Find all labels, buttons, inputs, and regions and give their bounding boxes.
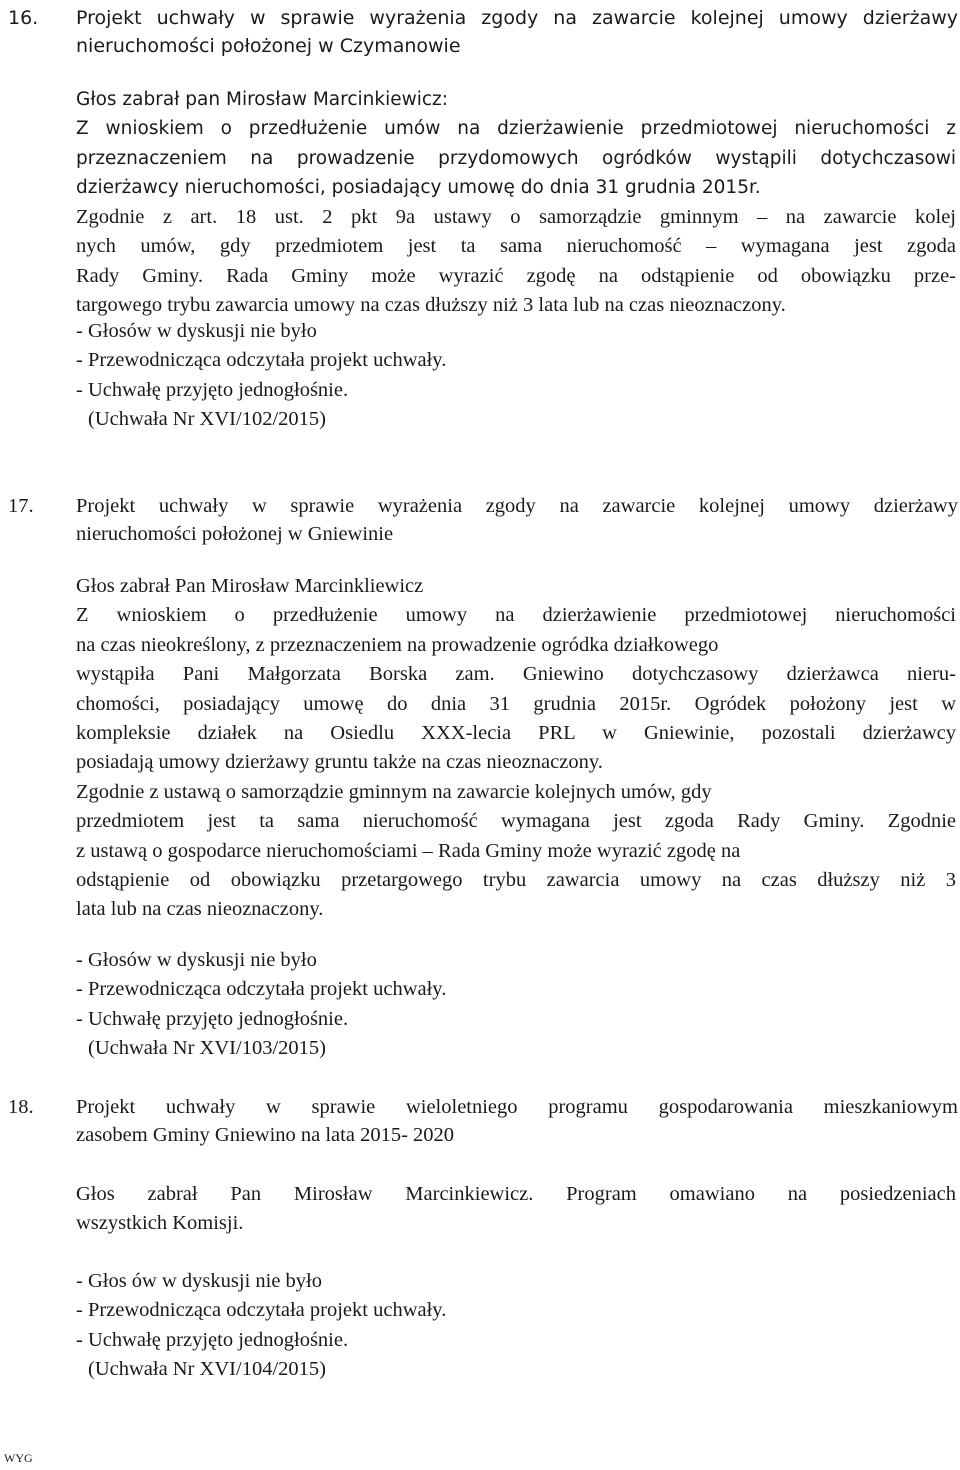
item-17-heading	[8, 492, 958, 548]
item-17-body	[76, 572, 956, 925]
resolution-number: (Uchwała Nr XVI/104/2015)	[88, 1358, 326, 1381]
vote-line: - Uchwałę przyjęto jednogłośnie.	[76, 1328, 349, 1351]
resolution-number: (Uchwała Nr XVI/102/2015)	[88, 408, 326, 431]
item-17-votes	[76, 946, 956, 1064]
item-18-body	[76, 1180, 956, 1239]
title-line: Projekt uchwały w sprawie wieloletniego programu gospodarowania mieszkaniowym	[76, 1096, 958, 1118]
title-line: zasobem Gminy Gniewino na lata 2015- 2020	[76, 1124, 455, 1146]
title-line: Projekt uchwały w sprawie wyrażenia zgody na zawarcie kolejnej umowy dzierżawy	[76, 7, 958, 29]
paragraph-line: Zgodnie z art. 18 ust. 2 pkt 9a ustawy o samorządzie gminnym – na zawarcie kolej	[76, 206, 956, 228]
body-line: Z wnioskiem o przedłużenie umów na dzierżawienie przedmiotowej nieruchomości z	[76, 118, 956, 140]
item-number: 16.	[8, 7, 39, 29]
item-16-legal-paragraph	[76, 203, 956, 321]
paragraph-line: targowego trybu zawarcia umowy na czas dłuższy niż 3 lata lub na czas nieoznaczony.	[76, 294, 786, 317]
item-18-votes	[76, 1267, 956, 1385]
item-16-speaker-block	[76, 85, 956, 203]
item-number: 17.	[8, 495, 34, 517]
item-16-heading	[8, 4, 958, 60]
paragraph-line: odstąpienie od obowiązku przetargowego trybu zawarcia umowy na czas dłuższy niż 3	[76, 869, 956, 892]
title-line: nieruchomości położonej w Czymanowie	[76, 35, 461, 57]
body-line: przeznaczeniem na prowadzenie przydomowych ogródków wystąpili dotychczasowi	[76, 147, 956, 169]
paragraph-line: Rady Gminy. Rada Gminy może wyrazić zgodę na odstąpienie od obowiązku prze-	[76, 264, 956, 287]
title-line: Projekt uchwały w sprawie wyrażenia zgody na zawarcie kolejnej umowy dzierżawy	[76, 495, 958, 517]
vote-line: - Głos ów w dyskusji nie było	[76, 1270, 322, 1292]
paragraph-line: z ustawą o gospodarce nieruchomościami – Rada Gminy może wyrazić zgodę na	[76, 839, 741, 862]
vote-line: - Głosów w dyskusji nie było	[76, 320, 317, 342]
vote-line: - Przewodnicząca odczytała projekt uchwały.	[76, 1299, 447, 1322]
paragraph-line: lata lub na czas nieoznaczony.	[76, 898, 324, 921]
paragraph-line: chomości, posiadający umowę do dnia 31 grudnia 2015r. Ogródek położony jest w	[76, 692, 956, 715]
paragraph-line: wszystkich Komisji.	[76, 1212, 244, 1235]
body-line: dzierżawcy nieruchomości, posiadający umowę do dnia 31 grudnia 2015r.	[76, 177, 761, 199]
paragraph-line: wystąpiła Pani Małgorzata Borska zam. Gniewino dotychczasowy dzierżawca nieru-	[76, 663, 956, 686]
paragraph-line: Głos zabrał Pan Mirosław Marcinkiewicz. Program omawiano na posiedzeniach	[76, 1183, 956, 1205]
vote-line: - Uchwałę przyjęto jednogłośnie.	[76, 1007, 349, 1030]
paragraph-line: na czas nieokreślony, z przeznaczeniem na prowadzenie ogródka działkowego	[76, 633, 719, 656]
item-18-heading	[8, 1093, 958, 1149]
item-title	[76, 492, 958, 548]
resolution-number: (Uchwała Nr XVI/103/2015)	[88, 1037, 326, 1060]
paragraph-line: nych umów, gdy przedmiotem jest ta sama nieruchomość – wymagana jest zgoda	[76, 235, 956, 258]
speaker-line: Głos zabrał pan Mirosław Marcinkiewicz:	[76, 89, 449, 110]
paragraph-line: Zgodnie z ustawą o samorządzie gminnym na zawarcie kolejnych umów, gdy	[76, 780, 712, 803]
vote-line: - Przewodnicząca odczytała projekt uchwały.	[76, 978, 447, 1001]
item-title	[76, 4, 958, 60]
page-footer: WYG	[4, 1451, 33, 1465]
item-16-votes	[76, 317, 956, 435]
item-title	[76, 1093, 958, 1149]
title-line: nieruchomości położonej w Gniewinie	[76, 523, 394, 545]
paragraph-line: kompleksie działek na Osiedlu XXX-lecia PRL w Gniewinie, pozostali dzierżawcy	[76, 722, 956, 745]
paragraph-line: Z wnioskiem o przedłużenie umowy na dzierżawienie przedmiotowej nieruchomości	[76, 604, 956, 627]
vote-line: - Uchwałę przyjęto jednogłośnie.	[76, 378, 349, 401]
item-number: 18.	[8, 1096, 34, 1118]
paragraph-line: posiadają umowy dzierżawy gruntu także na czas nieoznaczony.	[76, 751, 603, 774]
vote-line: - Przewodnicząca odczytała projekt uchwały.	[76, 349, 447, 372]
speaker-line: Głos zabrał Pan Mirosław Marcinkliewicz	[76, 575, 424, 597]
paragraph-line: przedmiotem jest ta sama nieruchomość wymagana jest zgoda Rady Gminy. Zgodnie	[76, 810, 956, 833]
vote-line: - Głosów w dyskusji nie było	[76, 949, 317, 971]
